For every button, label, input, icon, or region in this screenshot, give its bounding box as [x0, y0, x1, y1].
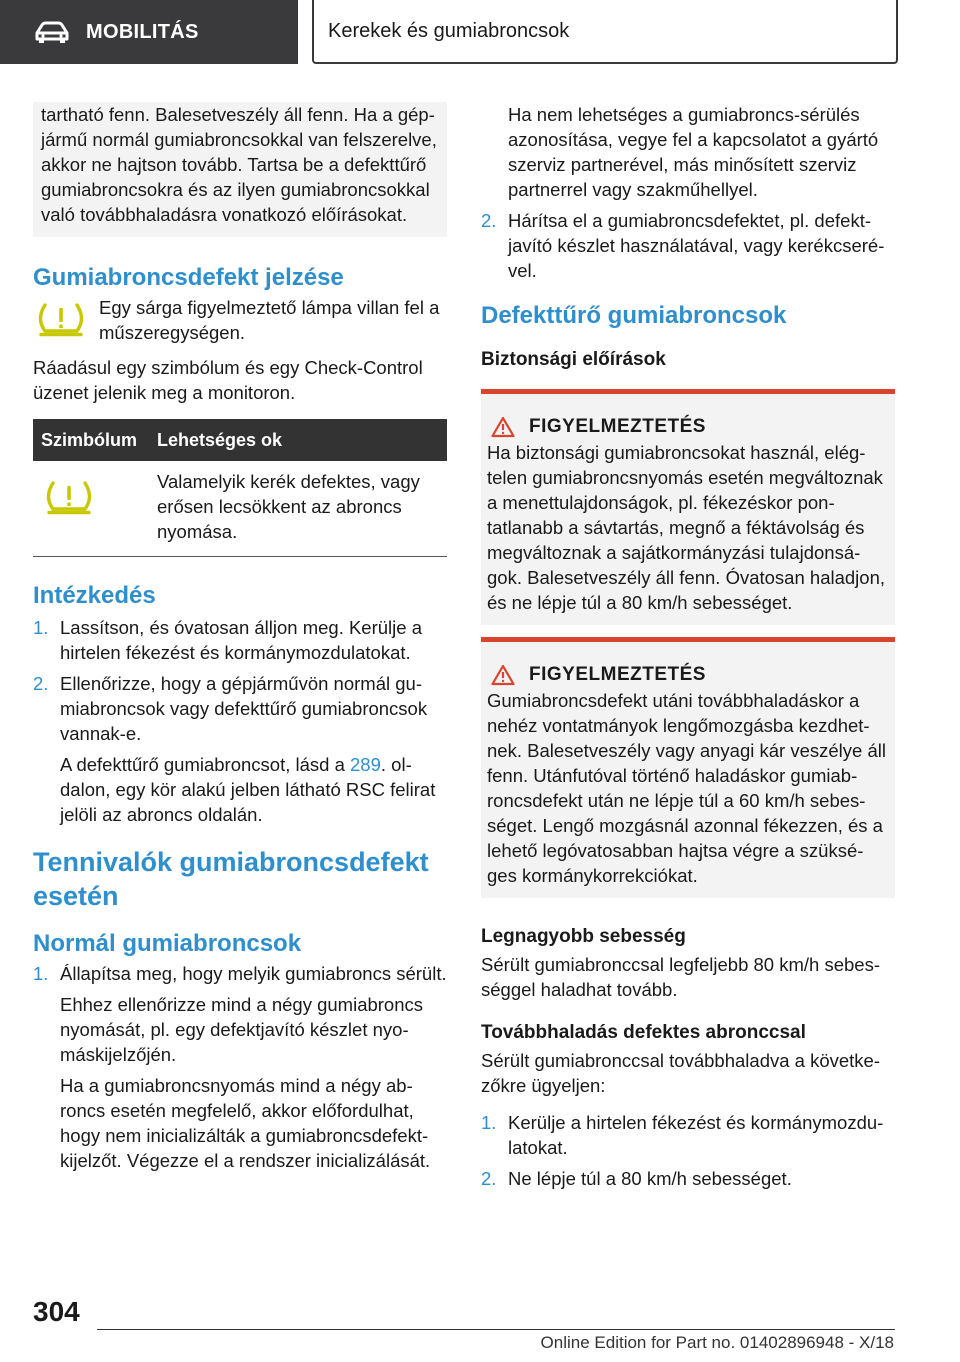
table-row	[33, 461, 447, 556]
warning-triangle-icon	[491, 664, 515, 686]
list-item	[481, 208, 895, 283]
chapter-tab	[312, 0, 898, 64]
continued-warning-box	[33, 102, 447, 237]
symbol-table	[33, 419, 447, 556]
heading-flat-indication: Gumiabroncsdefekt jelzése	[33, 264, 344, 291]
heading-continue-driving: Továbbhaladás defektes abronccsal	[481, 1022, 806, 1043]
list-item-number: 2.	[481, 210, 497, 231]
right-column	[481, 102, 895, 1197]
table-header-cause: Lehetséges ok	[149, 419, 447, 461]
list-item-text: Kerülje a hirtelen fékezést és kormánymozdulatokat.	[508, 1112, 884, 1158]
left-column	[33, 102, 447, 1179]
heading-normal-tires: Normál gumiabroncsok	[33, 930, 302, 957]
section-label: MOBILITÁS	[86, 20, 199, 43]
table-bottom-rule	[33, 556, 447, 557]
table-header-row	[33, 419, 447, 461]
list-item-text: Állapítsa meg, hogy melyik gumiabroncs sérült.	[60, 963, 447, 984]
table-cell-cause: Valamelyik kerék defektes, vagy erősen lecsökkent az abroncs nyomása.	[157, 471, 420, 542]
warning-triangle-icon	[491, 416, 515, 438]
list-item	[33, 961, 447, 1173]
warning-header	[487, 664, 887, 686]
subtext-part: A defekttűrő gumiabroncsot, lásd a	[60, 754, 351, 775]
indication-paragraph	[33, 295, 447, 345]
footer-rule	[97, 1329, 895, 1330]
list-item	[481, 1110, 895, 1160]
table-cell-symbol	[33, 461, 149, 556]
page-header	[0, 0, 960, 66]
heading-max-speed: Legnagyobb sebesség	[481, 926, 686, 947]
max-speed-text: Sérült gumiabronccsal legfeljebb 80 km/h sebességgel haladhat tovább.	[481, 954, 880, 1000]
subtext-part: . oldalon, egy kör alakú jelben látható RSC felirat jelöli az abroncs oldalán.	[60, 754, 436, 825]
list-item-number: 2.	[33, 673, 49, 694]
list-item-text: Hárítsa el a gumiabroncsdefektet, pl. defektjavító készlet használatával, vagy kerékcserével.	[508, 210, 885, 281]
heading-run-flat: Defekttűrő gumiabroncsok	[481, 302, 787, 329]
list-item-subtext: Ehhez ellenőrizze mind a négy gumiabroncs nyomását, pl. egy defektjavító készlet nyomáskijelzőjén.	[60, 994, 424, 1065]
car-icon	[34, 21, 70, 43]
normal-tires-list-continued	[481, 102, 895, 283]
edition-note: Online Edition for Part no. 01402896948 - X/18	[540, 1333, 894, 1352]
indication-text: Egy sárga figyelmeztető lámpa villan fel a műszeregységen.	[99, 297, 440, 343]
list-item	[481, 1166, 895, 1191]
continued-warning-text: tartható fenn. Balesetveszély áll fenn. Ha a gépjármű normál gumiabroncsokkal van felszerelve, akkor ne hajtson tovább. Tartsa be a defekttűrő gumiabroncsokra és az ilyen gumiabroncsokkal való továbbhaladásra vonatkozó előírásokat.	[41, 104, 437, 225]
list-item-body	[60, 671, 447, 827]
normal-tires-list	[33, 961, 447, 1173]
tpms-warning-icon	[41, 479, 97, 515]
warning-header	[487, 416, 887, 438]
list-item-number: 2.	[481, 1168, 497, 1189]
list-item-number: 1.	[33, 617, 49, 638]
heading-safety-info: Biztonsági előírások	[481, 349, 666, 370]
continue-driving-list	[481, 1110, 895, 1191]
list-item-text: Ellenőrizze, hogy a gépjárművön normál gumiabroncsok vagy defekttűrő gumiabroncsok vannak-e.	[60, 673, 428, 744]
table-header-symbol: Szimbólum	[33, 419, 149, 461]
warning-title: FIGYELMEZTETÉS	[529, 416, 706, 437]
list-item-text: Ha nem lehetséges a gumiabroncs-sérülés azonosítása, vegye fel a kapcsolatot a gyártó szerviz partnerével, más minősített szerviz partnerrel vagy szakműhellyel.	[508, 104, 879, 200]
list-item	[33, 615, 447, 665]
list-item-subtext: Ha a gumiabroncsnyomás mind a négy abroncs esetén megfelelő, akkor előfordulhat, hogy nem inicializálták a gumiabroncsdefektkijelzőt. Végezze el a rendszer inicializálását.	[60, 1075, 431, 1171]
chapter-title: Kerekek és gumiabroncsok	[328, 19, 570, 42]
heading-measures: Intézkedés	[33, 582, 156, 609]
section-tab	[0, 0, 298, 64]
list-item-subtext	[60, 752, 447, 827]
continue-driving-text: Sérült gumiabronccsal továbbhaladva a következőkre ügyeljen:	[481, 1050, 881, 1096]
list-item-text: Lassítson, és óvatosan álljon meg. Kerülje a hirtelen fékezést és kormánymozdulatokat.	[60, 617, 422, 663]
list-item-text: Ne lépje túl a 80 km/h sebességet.	[508, 1168, 792, 1189]
heading-what-to-do: Tennivalók gumiabroncsdefekt esetén	[33, 847, 429, 911]
list-item-number: 1.	[33, 963, 49, 984]
list-item-number: 1.	[481, 1112, 497, 1133]
warning-title: FIGYELMEZTETÉS	[529, 664, 706, 685]
page-reference-link[interactable]: 289	[350, 754, 381, 775]
measures-list	[33, 615, 447, 827]
warning-text: Gumiabroncsdefekt utáni továbbhaladáskor a nehéz vontatmányok lengőmozgásba kezdhetnek. Balesetveszély vagy anyagi kár veszélye áll fenn. Utánfutóval történő haladáskor gumiabroncsdefekt után ne lépje túl a 60 km/h sebességet. Lengő mozgásnál azonnal fékezzen, és a lehető legóvatosabban hajtsa végre a szükséges kormánykorrekciókat.	[487, 690, 886, 886]
tpms-warning-icon	[33, 301, 89, 337]
warning-box	[481, 637, 895, 898]
check-control-text: Ráadásul egy szimbólum és egy Check-Control üzenet jelenik meg a monitoron.	[33, 357, 423, 403]
list-item	[481, 102, 895, 202]
warning-text: Ha biztonsági gumiabroncsokat használ, elégtelen gumiabroncsnyomás esetén megváltoznak a menettulajdonságok, pl. fékezéskor pontatlanabb a sávtartás, megnő a féktávolság és megváltoznak a sajátkormányzási tulajdonságok. Balesetveszély áll fenn. Óvatosan haladjon, és ne lépje túl a 80 km/h sebességet.	[487, 442, 885, 613]
page-number: 304	[33, 1296, 80, 1327]
list-item	[33, 671, 447, 827]
warning-box	[481, 389, 895, 625]
list-item-body	[60, 961, 447, 1173]
